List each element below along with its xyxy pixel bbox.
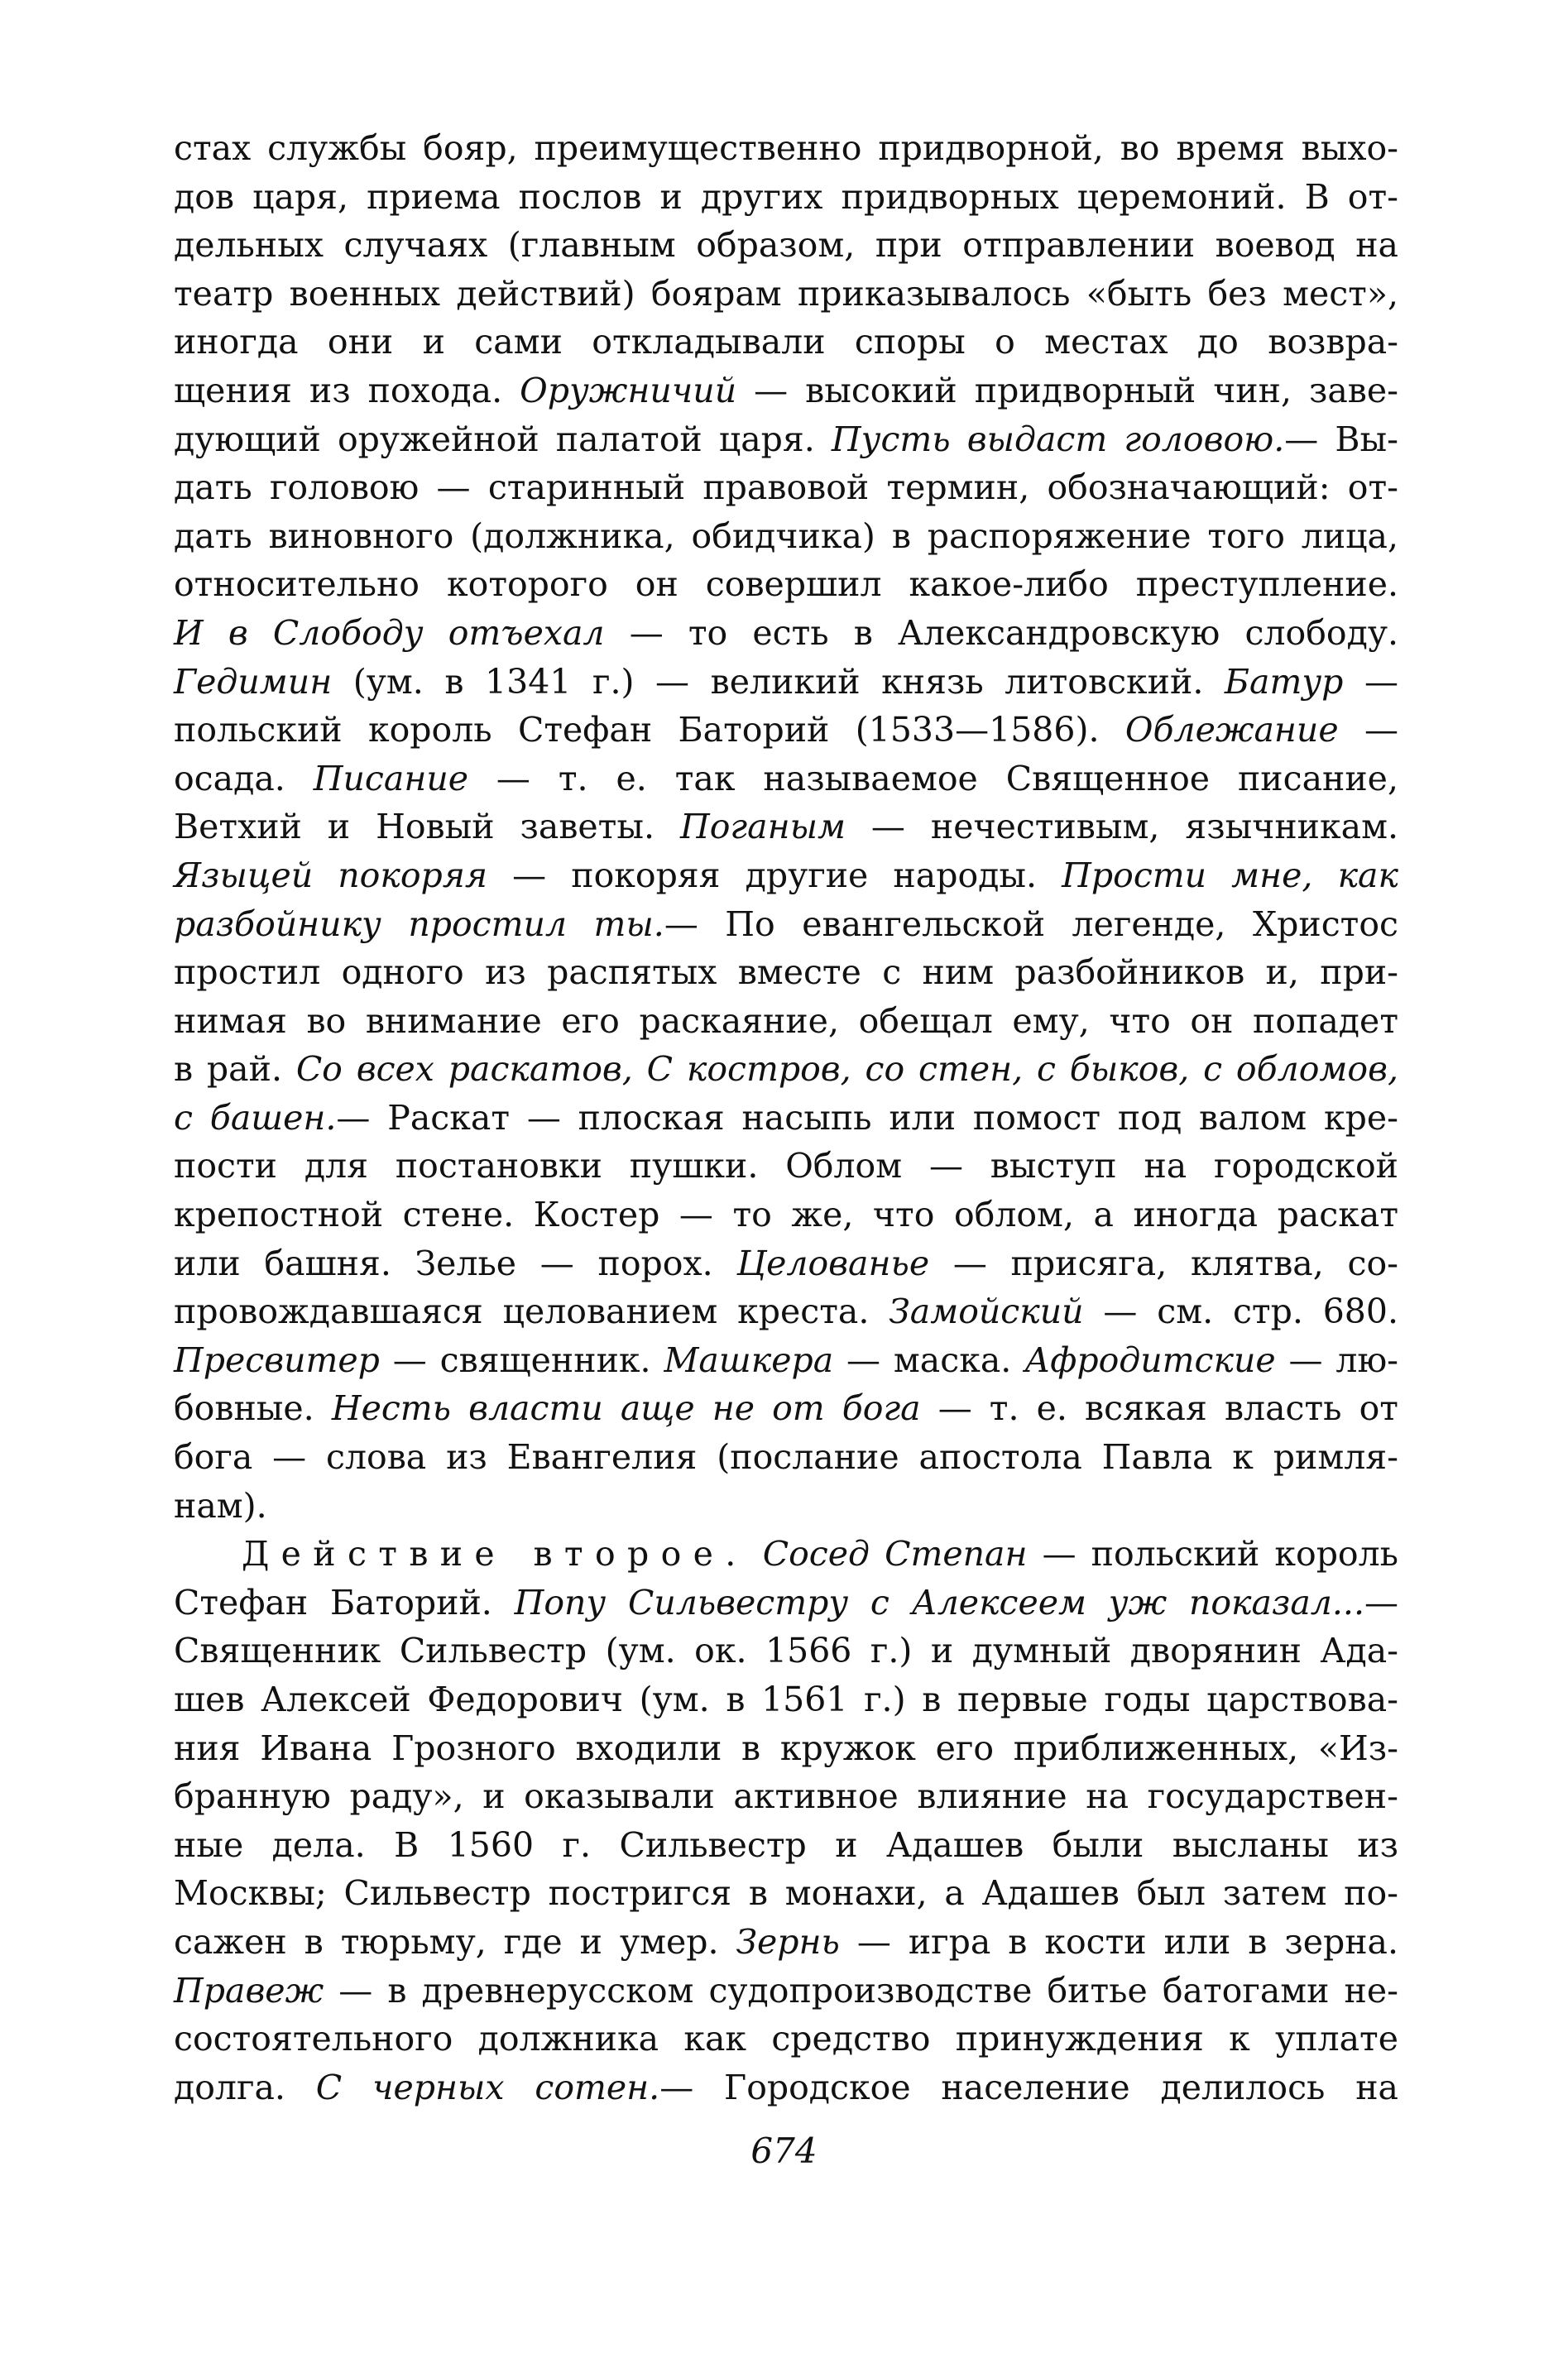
text-line (174, 851, 1398, 900)
text-line (174, 803, 1398, 851)
text-line (174, 1384, 1398, 1433)
text-line (174, 1772, 1398, 1821)
text-line (174, 1094, 1398, 1143)
text-run: дать головою — старинный правовой термин, обозначающий: от- (174, 467, 1398, 508)
text-line (174, 1433, 1398, 1482)
text-line (174, 1287, 1398, 1336)
text-line (174, 1918, 1398, 1967)
text-line (174, 221, 1398, 270)
text-run: бранную раду», и оказывали активное влияние на государствен- (174, 1776, 1398, 1817)
italic-term: Гедимин (174, 661, 333, 702)
text-run: (ум. в 1341 г.) — великий князь литовский. (332, 661, 1225, 702)
text-run: — т. е. всякая власть от (920, 1388, 1398, 1429)
italic-term: Афродитские (1024, 1340, 1276, 1380)
text-line (174, 1579, 1398, 1627)
italic-term: Со всех раскатов, С костров, со стен, с быков, с обломов, (295, 1049, 1398, 1090)
text-run: — см. стр. 680. (1083, 1292, 1398, 1332)
text-run: Ветхий и Новый заветы. (174, 807, 680, 847)
text-line (174, 1239, 1398, 1288)
text-run: сажен в тюрьму, где и умер. (174, 1921, 736, 1962)
text-line (174, 124, 1398, 173)
text-line (174, 1627, 1398, 1675)
text-run: дать виновного (должника, обидчика) в распоряжение того лица, (174, 515, 1398, 556)
text-run: — (1343, 661, 1398, 702)
text-line (174, 755, 1398, 803)
text-line (174, 1530, 1398, 1579)
italic-term: с башен. (174, 1097, 337, 1138)
text-run: — то есть в Александровскую слободу. (604, 612, 1398, 653)
text-run: — польский король (1027, 1534, 1398, 1575)
text-line (174, 1336, 1398, 1385)
text-run: нам). (174, 1485, 267, 1526)
text-run: дельных случаях (главным образом, при отправлении воевод на (174, 225, 1398, 266)
text-run: — т. е. так называемое Священное писание, (468, 758, 1398, 798)
italic-term: Облежание (1124, 710, 1339, 750)
text-run: простил одного из распятых вместе с ним разбойников и, при- (174, 952, 1398, 993)
text-line (174, 2063, 1398, 2112)
italic-term: Писание (313, 758, 468, 798)
text-run: Москвы; Сильвестр постригся в монахи, а Адашев был затем по- (174, 1873, 1398, 1914)
text-line (174, 173, 1398, 222)
text-line (174, 1045, 1398, 1094)
text-line (174, 1821, 1398, 1870)
italic-term: Прости мне, как (1062, 855, 1398, 895)
text-line (174, 1675, 1398, 1724)
text-run: — в древнерусском судопроизводстве битье батогами не- (324, 1970, 1398, 2011)
text-run: щения из похода. (174, 370, 520, 410)
text-line (174, 560, 1398, 609)
text-line (174, 997, 1398, 1046)
text-run: Священник Сильвестр (ум. ок. 1566 г.) и думный дворянин Ада- (174, 1631, 1398, 1671)
text-run: или башня. Зелье — порох. (174, 1243, 737, 1283)
text-run: — лю- (1275, 1340, 1398, 1380)
text-line (174, 948, 1398, 997)
text-run: — По евангельской легенде, Христос (664, 903, 1398, 944)
text-run: — покоряя другие народы. (487, 855, 1062, 895)
italic-term: Правеж (174, 1970, 324, 2011)
text-line (174, 1967, 1398, 2015)
italic-term: И в Слободу отъехал (174, 612, 605, 653)
text-run: — Вы- (1284, 419, 1398, 459)
text-line (174, 609, 1398, 658)
text-run: — (1364, 1582, 1398, 1622)
text-run: бога — слова из Евангелия (послание апостола Павла к римля- (174, 1437, 1398, 1478)
text-line (174, 706, 1398, 755)
italic-term: разбойнику простил ты. (174, 903, 664, 944)
italic-term: Батур (1224, 661, 1344, 702)
text-run: крепостной стене. Костер — то же, что облом, а иногда раскат (174, 1195, 1398, 1235)
text-run: ные дела. В 1560 г. Сильвестр и Адашев были высланы из (174, 1824, 1398, 1865)
italic-term: Попу Сильвестру с Алексеем уж показал... (514, 1582, 1364, 1622)
italic-term: Оружничий (520, 370, 737, 410)
text-run: — нечестивым, язычникам. (845, 807, 1399, 847)
text-run: иногда они и сами откладывали споры о местах до возвра- (174, 322, 1398, 362)
text-line (174, 1482, 1398, 1531)
italic-term: Пусть выдаст головою. (831, 419, 1285, 459)
text-line (174, 900, 1398, 949)
text-run: — Раскат — плоская насыпь или помост под валом кре- (336, 1097, 1399, 1138)
italic-term: Целованье (736, 1243, 930, 1283)
page-number: 674 (750, 2131, 818, 2171)
text-run: дующий оружейной палатой царя. (174, 419, 832, 459)
text-run: бовные. (174, 1388, 332, 1429)
text-line (174, 658, 1398, 707)
text-line (174, 367, 1398, 415)
text-run: осада. (174, 758, 314, 798)
text-line (174, 1724, 1398, 1773)
text-run: Стефан Баторий. (174, 1582, 515, 1622)
text-block (174, 124, 1398, 2111)
italic-term: Языцей покоряя (174, 855, 488, 895)
italic-term: Поганым (679, 807, 846, 847)
italic-term: Машкера (664, 1340, 834, 1380)
text-run: стах службы бояр, преимущественно придворной, во время выхо- (174, 128, 1398, 168)
text-run: долга. (174, 2067, 316, 2107)
text-run: театр военных действий) боярам приказывалось «быть без мест», (174, 273, 1398, 314)
text-line (174, 318, 1398, 367)
italic-term: Замойский (889, 1292, 1084, 1332)
italic-term: Несть власти аще не от бога (331, 1388, 921, 1429)
text-run: польский король Стефан Баторий (1533—1586). (174, 710, 1125, 750)
text-run: — маска. (833, 1340, 1025, 1380)
act-heading: Действие второе. (242, 1534, 748, 1575)
text-run (748, 1534, 763, 1574)
italic-term: С черных сотен. (315, 2067, 660, 2107)
text-line (174, 415, 1398, 464)
text-line (174, 1869, 1398, 1918)
text-line (174, 270, 1398, 319)
text-run: — присяга, клятва, со- (929, 1243, 1398, 1283)
text-run: относительно которого он совершил какое-либо преступление. (174, 564, 1398, 605)
text-line (174, 463, 1398, 512)
italic-term: Сосед Степан (762, 1534, 1028, 1575)
italic-term: Зернь (736, 1921, 840, 1962)
text-run: — Городское население делилось на (659, 2067, 1398, 2107)
text-line (174, 1142, 1398, 1191)
text-line (174, 1191, 1398, 1239)
text-run: пости для постановки пушки. Облом — выступ на городской (174, 1146, 1398, 1186)
text-run: — высокий придворный чин, заве- (736, 370, 1398, 410)
text-line (174, 2015, 1398, 2063)
text-run: состоятельного должника как средство принуждения к уплате (174, 2019, 1398, 2059)
text-run: провождавшаяся целованием креста. (174, 1292, 889, 1332)
text-line (174, 512, 1398, 561)
text-run: — (1338, 710, 1398, 750)
text-run: шев Алексей Федорович (ум. в 1561 г.) в первые годы царствова- (174, 1680, 1398, 1719)
italic-term: Пресвитер (174, 1340, 380, 1380)
text-run: — священник. (379, 1340, 664, 1380)
text-run: ния Ивана Грозного входили в кружок его приближенных, «Из- (174, 1728, 1398, 1768)
text-run: — игра в кости или в зерна. (839, 1921, 1399, 1962)
text-run: дов царя, приема послов и других придворных церемоний. В от- (174, 176, 1398, 217)
text-run: в рай. (174, 1049, 296, 1090)
text-run: нимая во внимание его раскаяние, обещал ему, что он попадет (174, 1000, 1398, 1041)
